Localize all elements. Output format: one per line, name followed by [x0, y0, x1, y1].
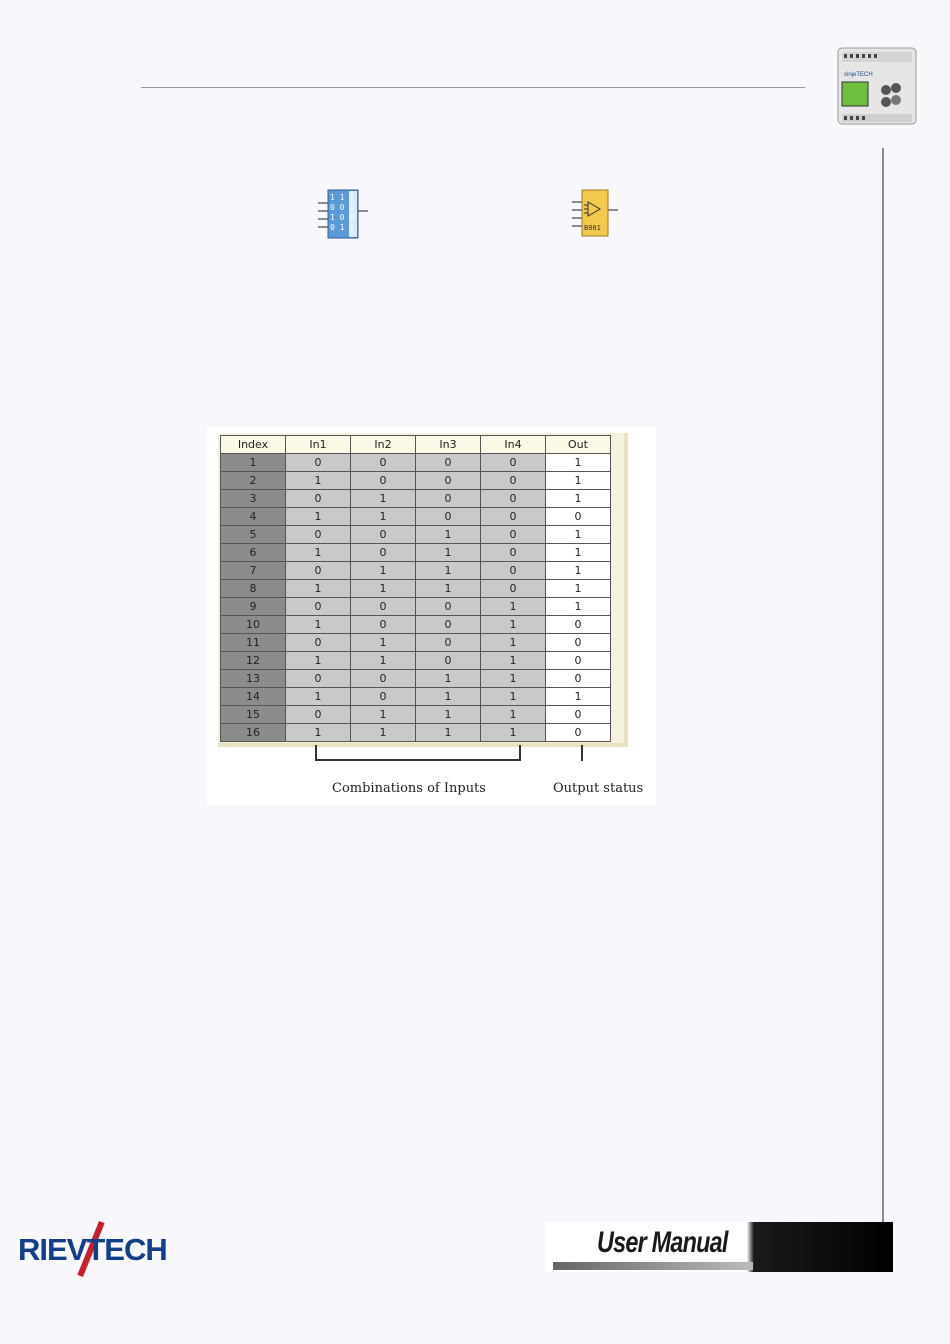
input-cell: 0 — [481, 562, 546, 580]
input-cell: 1 — [481, 688, 546, 706]
input-cell: 0 — [416, 634, 481, 652]
input-cell: 0 — [481, 472, 546, 490]
input-cell: 1 — [286, 544, 351, 562]
output-cell: 1 — [546, 688, 611, 706]
input-cell: 0 — [481, 526, 546, 544]
index-cell: 12 — [221, 652, 286, 670]
input-cell: 0 — [416, 472, 481, 490]
input-cell: 1 — [481, 706, 546, 724]
index-cell: 11 — [221, 634, 286, 652]
index-cell: 4 — [221, 508, 286, 526]
table-row — [221, 472, 611, 490]
input-cell: 1 — [416, 688, 481, 706]
input-cell: 1 — [416, 544, 481, 562]
index-cell: 14 — [221, 688, 286, 706]
input-cell: 0 — [481, 580, 546, 598]
input-cell: 0 — [416, 616, 481, 634]
output-cell: 1 — [546, 580, 611, 598]
input-cell: 1 — [351, 490, 416, 508]
table-row — [221, 508, 611, 526]
input-cell: 0 — [351, 688, 416, 706]
input-cell: 1 — [416, 580, 481, 598]
output-cell: 1 — [546, 544, 611, 562]
index-cell: 2 — [221, 472, 286, 490]
input-cell: 0 — [286, 706, 351, 724]
input-cell: 1 — [351, 562, 416, 580]
output-caption: Output status — [553, 781, 644, 796]
input-cell: 0 — [481, 454, 546, 472]
table-row — [221, 670, 611, 688]
inputs-bracket — [315, 745, 521, 761]
input-cell: 0 — [286, 562, 351, 580]
input-cell: 1 — [481, 634, 546, 652]
index-cell: 8 — [221, 580, 286, 598]
input-cell: 1 — [351, 652, 416, 670]
input-cell: 0 — [416, 598, 481, 616]
index-cell: 3 — [221, 490, 286, 508]
input-cell: 1 — [481, 670, 546, 688]
col-header-index: Index — [221, 436, 286, 454]
input-cell: 0 — [351, 472, 416, 490]
output-cell: 1 — [546, 562, 611, 580]
input-cell: 1 — [416, 562, 481, 580]
input-cell: 0 — [481, 490, 546, 508]
table-row — [221, 616, 611, 634]
truth-icon-row: 0 1 1 — [330, 223, 355, 232]
table-row — [221, 724, 611, 742]
input-cell: 1 — [481, 616, 546, 634]
input-cell: 1 — [416, 706, 481, 724]
truth-table-block-icon — [318, 188, 368, 240]
output-cell: 1 — [546, 472, 611, 490]
index-cell: 6 — [221, 544, 286, 562]
input-cell: 1 — [286, 580, 351, 598]
plc-device-image — [836, 44, 918, 128]
index-cell: 9 — [221, 598, 286, 616]
input-cell: 0 — [481, 544, 546, 562]
input-cell: 1 — [286, 652, 351, 670]
truth-table-header-row — [221, 436, 611, 454]
output-cell: 1 — [546, 490, 611, 508]
input-cell: 1 — [286, 508, 351, 526]
output-cell: 0 — [546, 616, 611, 634]
user-manual-title: User Manual — [597, 1226, 728, 1259]
truth-icon-row: 1 1 1 — [330, 193, 355, 202]
input-cell: 0 — [286, 454, 351, 472]
index-cell: 7 — [221, 562, 286, 580]
table-row — [221, 490, 611, 508]
output-cell: 0 — [546, 706, 611, 724]
truth-table-body — [221, 454, 611, 742]
input-cell: 1 — [351, 634, 416, 652]
table-row — [221, 454, 611, 472]
truth-table — [220, 435, 611, 742]
index-cell: 16 — [221, 724, 286, 742]
table-row — [221, 526, 611, 544]
input-cell: 1 — [416, 670, 481, 688]
index-cell: 13 — [221, 670, 286, 688]
output-cell: 1 — [546, 598, 611, 616]
input-cell: 1 — [351, 508, 416, 526]
input-cell: 0 — [351, 616, 416, 634]
output-cell: 0 — [546, 634, 611, 652]
function-block-icon — [572, 188, 618, 240]
col-header-in1: In1 — [286, 436, 351, 454]
table-row — [221, 598, 611, 616]
inputs-caption: Combinations of Inputs — [332, 781, 486, 796]
input-cell: 0 — [351, 598, 416, 616]
input-cell: 0 — [481, 508, 546, 526]
header-rule — [141, 87, 805, 88]
input-cell: 0 — [351, 544, 416, 562]
truth-table-frame — [218, 433, 628, 747]
input-cell: 0 — [286, 598, 351, 616]
input-cell: 0 — [286, 634, 351, 652]
table-row — [221, 580, 611, 598]
col-header-in4: In4 — [481, 436, 546, 454]
output-cell: 1 — [546, 454, 611, 472]
input-cell: 0 — [286, 526, 351, 544]
index-cell: 5 — [221, 526, 286, 544]
output-cell: 0 — [546, 724, 611, 742]
table-row — [221, 652, 611, 670]
input-cell: 1 — [286, 688, 351, 706]
table-row — [221, 562, 611, 580]
function-block-label: B001 — [584, 224, 601, 232]
output-cell: 1 — [546, 526, 611, 544]
input-cell: 1 — [351, 724, 416, 742]
output-cell: 0 — [546, 652, 611, 670]
input-cell: 1 — [481, 598, 546, 616]
col-header-in3: In3 — [416, 436, 481, 454]
table-row — [221, 634, 611, 652]
input-cell: 0 — [351, 526, 416, 544]
input-cell: 1 — [351, 580, 416, 598]
input-cell: 0 — [351, 454, 416, 472]
input-cell: 1 — [481, 724, 546, 742]
input-cell: 0 — [416, 508, 481, 526]
truth-table-figure — [207, 427, 656, 805]
col-header-in2: In2 — [351, 436, 416, 454]
input-cell: 1 — [416, 526, 481, 544]
user-manual-banner — [545, 1222, 893, 1272]
input-cell: 1 — [286, 472, 351, 490]
input-cell: 1 — [416, 724, 481, 742]
output-cell: 0 — [546, 508, 611, 526]
truth-icon-row: 0 0 1 — [330, 203, 355, 212]
plc-brand-text: xinjeTECH — [844, 72, 873, 78]
input-cell: 0 — [416, 652, 481, 670]
logo-text: RIEVTECH — [18, 1232, 167, 1267]
table-row — [221, 706, 611, 724]
right-margin-rule — [882, 148, 884, 1228]
input-cell: 0 — [286, 670, 351, 688]
input-cell: 1 — [351, 706, 416, 724]
table-row — [221, 544, 611, 562]
input-cell: 1 — [286, 724, 351, 742]
index-cell: 1 — [221, 454, 286, 472]
input-cell: 0 — [416, 454, 481, 472]
input-cell: 1 — [481, 652, 546, 670]
input-cell: 0 — [416, 490, 481, 508]
company-logo — [18, 1218, 198, 1282]
col-header-out: Out — [546, 436, 611, 454]
input-cell: 0 — [286, 490, 351, 508]
index-cell: 15 — [221, 706, 286, 724]
truth-icon-row: 1 0 0 — [330, 213, 355, 222]
banner-shadow — [553, 1262, 753, 1270]
table-row — [221, 688, 611, 706]
input-cell: 1 — [286, 616, 351, 634]
input-cell: 0 — [351, 670, 416, 688]
output-cell: 0 — [546, 670, 611, 688]
output-marker — [581, 745, 583, 761]
index-cell: 10 — [221, 616, 286, 634]
